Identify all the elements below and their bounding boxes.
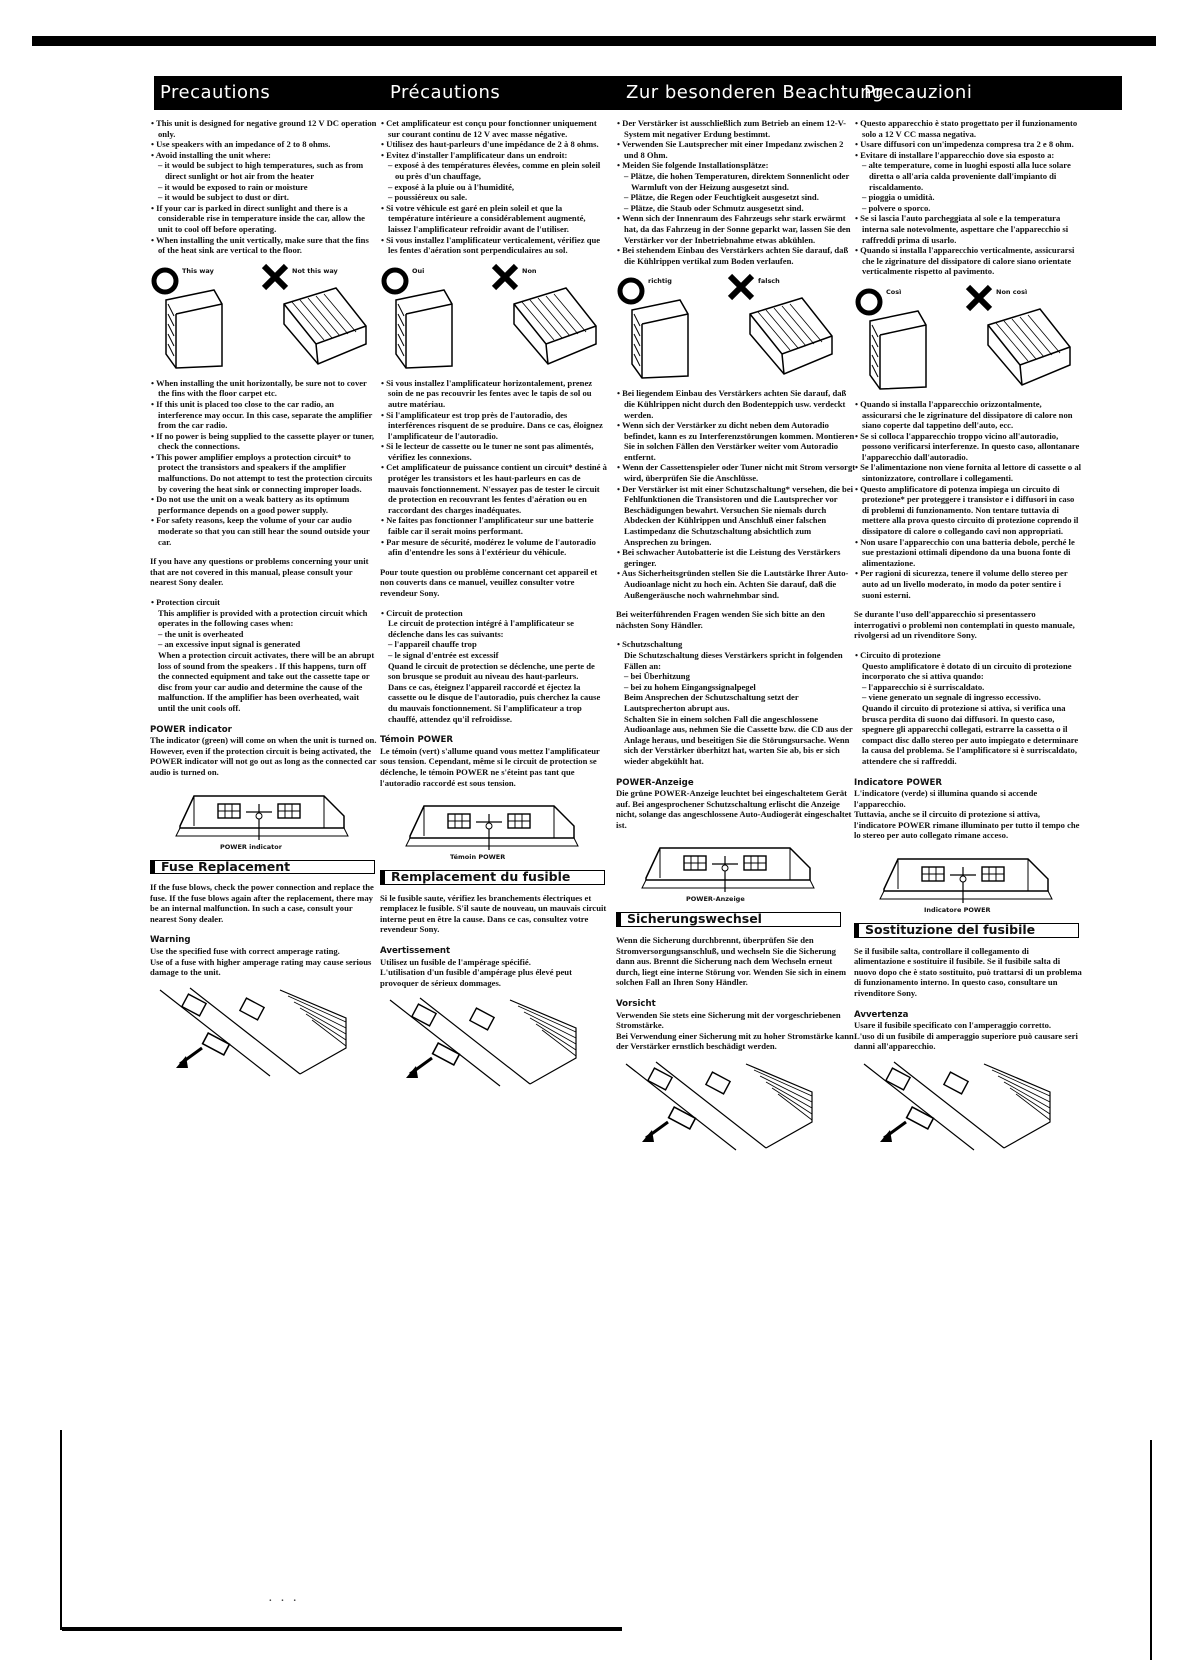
dash-item: – l'apparecchio si è surriscaldato. [862, 681, 985, 692]
fuse-replacement-heading: Sostituzione del fusibile [854, 923, 1079, 938]
orientation-figure [854, 283, 1082, 393]
bullet-item: • Si vous installez l'amplificateur horizontalement, prenez soin de ne pas recouvrir les fentes avec le tapis de sol ou autre matériau. [381, 377, 593, 409]
left-margin-rule [60, 1430, 62, 1630]
spacer [150, 924, 378, 933]
amplifier-top-icon [174, 786, 354, 842]
bullet-item: • Wenn der Cassettenspieler oder Tuner nicht mit Strom versorgt wird, überprüfen Sie die Anschlüsse. [617, 462, 856, 484]
paragraph: Pour toute question ou problème concernant cet appareil et non couverts dans ce manuel, veuillez consulter votre revendeur Sony. [380, 566, 598, 598]
dash-item: – Plätze, die Staub oder Schmutz ausgesetzt sind. [624, 202, 804, 213]
right-margin-rule [1150, 1440, 1152, 1660]
bullet-item: • Questo apparecchio è stato progettato per il funzionamento solo a 12 V CC massa negativa. [855, 118, 1078, 139]
bullet-item: • Utilisez des haut-parleurs d'une impédance de 2 à 8 ohms. [381, 139, 599, 150]
spacer [150, 588, 378, 597]
paragraph: Le témoin (vert) s'allume quand vous mettez l'amplificateur sous tension. Cependant, même si le circuit de protection se déclenche, le témoin POWER ne s'éteint pas tant que l'autoradio raccordé est sous tension. [380, 745, 600, 788]
dash-item: – bei zu hohem Eingangssignalpegel [624, 681, 756, 692]
column-body [854, 110, 1082, 1163]
power-indicator-figure [854, 849, 1082, 915]
subheading: POWER indicator [150, 724, 232, 735]
bullet-item: • This unit is designed for negative ground 12 V DC operation only. [151, 118, 377, 139]
column-body [150, 110, 378, 1088]
paragraph: Utilisez un fusible de l'ampérage spécifié. [380, 956, 531, 967]
bullet-item: • Wenn sich der Verstärker zu dicht neben dem Autoradio befindet, kann es zu Interferenzstörungen kommen. Montieren Sie in solchen Fällen den Verstärker weiter vom Autoradio entfernt. [617, 420, 855, 462]
fuse-replacement-figure [854, 1058, 1054, 1154]
dash-item: – polvere o sporco. [862, 202, 931, 213]
paragraph: Quando il circuito di protezione si attiva, si verifica una brusca perdita di suono dai diffusori. In questo caso, spegnere gli apparecchi collegati, estrarre la cassetta o il compact disc dallo stereo per auto impiegato e determinare la causa del problema. Se l'amplificatore si è surriscaldato, attendere che si raffreddi. [862, 702, 1079, 766]
bullet-item: • Do not use the unit on a weak battery as its optimum performance depends on a good power supply. [151, 494, 350, 515]
dash-item: – it would be exposed to rain or moisture [158, 181, 308, 192]
indicator-label: POWER indicator [220, 842, 282, 851]
dash-item: – bei Überhitzung [624, 671, 690, 682]
power-indicator-figure [380, 796, 608, 862]
paragraph: Use of a fuse with higher amperage rating may cause serious damage to the unit. [150, 956, 372, 978]
bullet-item: • Bei schwacher Autobatterie ist die Leistung des Verstärkers geringer. [617, 547, 841, 568]
bullet-item: • Der Verstärker ist mit einer Schutzschaltung* versehen, die bei Fehlfunktionen die Transistoren und die Lautsprecher vor Beschädigungen bewahrt. Versuchen Sie niemals durch Abdecken der Kühlrippen und Anschluß einer falschen Lastimpedanz die Schutzschaltung absichtlich zum Ansprechen zu bringen. [617, 483, 853, 547]
fuse-replacement-figure [380, 994, 580, 1090]
bullet-item: • Si le lecteur de cassette ou le tuner ne sont pas alimentés, vérifiez les connexions. [381, 441, 594, 462]
bullet-item: • Usare diffusori con un'impedenza compresa tra 2 e 8 ohm. [855, 139, 1074, 150]
dash-item: – exposé à des températures élevées, comme en plein soleil ou près d'un chauffage, [388, 160, 601, 181]
amplifier-vertical-wrong-icon [746, 294, 836, 378]
bullet-item: • Cet amplificateur est conçu pour fonctionner uniquement sur courant continu de 12 V avec masse négative. [381, 118, 597, 139]
bottom-rule [62, 1627, 622, 1631]
paragraph: Bei weiterführenden Fragen wenden Sie sich bitte an den nächsten Sony Händler. [616, 609, 825, 630]
paragraph: However, even if the protection circuit is being activated, the POWER indicator will not go out as long as the connected car audio is turned on. [150, 745, 377, 777]
subheading: Témoin POWER [380, 735, 454, 746]
column-body [616, 110, 856, 1163]
bullet-item: • Aus Sicherheitsgründen stellen Sie die Lautstärke Ihrer Auto-Audioanlage nicht zu hoch ein. Achten Sie darauf, daß die Außengeräusche noch wahrnehmbar sind. [617, 568, 849, 600]
dash-item: – l'appareil chauffe trop [388, 639, 477, 650]
bullet-item: • Se si lascia l'auto parcheggiata al sole e la temperatura interna sale notevolmente, aspettare che l'apparecchio si raffreddi prima di usarlo. [855, 213, 1069, 245]
bullet-item: • Non usare l'apparecchio con una batteria debole, perché le sue prestazioni ottimali dipendono da una buona fonte di alimentazione. [855, 536, 1075, 568]
paragraph: The indicator (green) will come on when the unit is turned on. [150, 735, 377, 746]
power-indicator-figure [616, 838, 856, 904]
bullet-item: • Evitez d'installer l'amplificateur dans un endroit: [381, 149, 568, 160]
dash-item: – le signal d'entrée est excessif [388, 649, 499, 660]
fig-yes-label: Oui [412, 266, 425, 275]
paragraph: This amplifier is provided with a protection circuit which operates in the following cases when: [158, 607, 368, 629]
subheading: Indicatore POWER [854, 777, 942, 788]
amplifier-vertical-wrong-icon [984, 305, 1074, 389]
column-en [150, 76, 378, 1596]
bullet-item: • Use speakers with an impedance of 2 to 8 ohms. [151, 139, 331, 150]
dash-item: – it would be subject to high temperatures, such as from direct sunlight or hot air from the heater [158, 160, 364, 181]
paragraph: Quand le circuit de protection se déclenche, une perte de son brusque se produit au niveau des haut-parleurs. [388, 660, 595, 682]
subheading: Avertissement [380, 946, 451, 957]
spacer [854, 600, 1082, 609]
bullet-item: • For safety reasons, keep the volume of your car audio moderate so that you can still hear the sound outside your car. [151, 515, 370, 547]
bullet-item: • Circuito di protezione [855, 649, 941, 660]
amplifier-vertical-wrong-icon [510, 284, 600, 368]
paragraph: Dans ce cas, éteignez l'appareil raccordé et éjectez la cassette ou le disque de l'autoradio, puis cherchez la cause du mauvais fonctionnement. Si l'amplificateur a trop chauffé, attendez qu'il refroidisse. [388, 681, 601, 724]
bullet-item: • Cet amplificateur de puissance contient un circuit* destiné à protéger les transistors et les haut-parleurs en cas de mauvais fonctionnement. N'essayez pas de tester le circuit de protection en recouvrant les fentes d'aération ou en raccordant des charges inadéquates. [381, 462, 607, 515]
fuse-replacement-heading: Sicherungswechsel [616, 912, 841, 927]
fuse-replacement-heading: Fuse Replacement [150, 860, 375, 875]
bullet-item: • Verwenden Sie Lautsprecher mit einer Impedanz zwischen 2 und 8 Ohm. [617, 139, 844, 160]
spacer [854, 767, 1082, 776]
dash-item: – pioggia o umidità. [862, 192, 935, 203]
dash-item: – poussiéreux ou sale. [388, 192, 468, 203]
fig-no-label: Non [522, 266, 537, 275]
spacer [616, 630, 856, 639]
spacer [380, 724, 608, 733]
fig-no-label: Non così [996, 287, 1028, 296]
dash-item: – alte temperature, come in luoghi esposti alla luce solare diretta o all'aria calda proveniente dall'impianto di riscaldamento. [862, 160, 1071, 192]
bullet-item: • When installing the unit horizontally, be sure not to cover the fins with the floor carpet etc. [151, 377, 367, 399]
bullet-item: • When installing the unit vertically, make sure that the fins of the heat sink are vertical to the floor. [151, 234, 369, 256]
bullet-item: • Si votre véhicule est garé en plein soleil et que la température intérieure a considérablement augmenté, laissez l'amplificateur refroidir avant de l'utiliser. [381, 202, 586, 234]
paragraph: Schalten Sie in einem solchen Fall die angeschlossene Audioanlage aus, nehmen Sie die Cassette bzw. die CD aus der Anlage heraus, und beseitigen Sie die Störungsursache. Wenn sich der Verstärker überhitzt hat, warten Sie ab, bis er sich wieder abgekühlt hat. [624, 713, 853, 766]
amplifier-vertical-correct-icon [628, 298, 710, 380]
bullet-item: • If no power is being supplied to the cassette player or tuner, check the connections. [151, 430, 375, 452]
dash-item: – an excessive input signal is generated [158, 639, 301, 650]
fig-yes-label: This way [182, 266, 214, 275]
paragraph: Wenn die Sicherung durchbrennt, überprüfen Sie den Stromversorgungsanschluß, und wechseln Sie die Sicherung dann aus. Brennt die Sicherung nach dem Wechseln erneut durch, liegt eine interne Störung vor. Wenden Sie sich in einem solchen Fall an Ihren Sony Händler. [616, 935, 846, 988]
spacer [380, 558, 608, 567]
paragraph: Se durante l'uso dell'apparecchio si presentassero interrogativi o problemi non contemplati in questo manuale, rivolgersi ad un rivenditore Sony. [854, 609, 1075, 641]
dash-item: – the unit is overheated [158, 628, 244, 639]
fig-yes-label: richtig [648, 277, 672, 286]
spacer [616, 767, 856, 776]
paragraph: Usare il fusibile specificato con l'amperaggio corretto. [854, 1020, 1052, 1031]
paragraph: Se il fusibile salta, controllare il collegamento di alimentazione e sostituire il fusibile. Se il fusibile salta di nuovo dopo che è stato sostituito, può trattarsi di un problema di funzionamento interno. In questo caso, consultare un rivenditore Sony. [854, 945, 1082, 999]
column-title: Precauzioni [864, 82, 973, 103]
fig-no-label: falsch [758, 277, 780, 286]
paragraph: Die Schutzschaltung dieses Verstärkers spricht in folgenden Fällen an: [624, 649, 843, 671]
bullet-item: • Quando si installa l'apparecchio orizzontalmente, assicurarsi che le zigrinature del dissipatore di calore non siano coperte dal tappetino dell'auto, ecc. [855, 398, 1073, 431]
bullet-item: • Si vous installez l'amplificateur verticalement, vérifiez que les fentes d'aération sont perpendiculaires au sol. [381, 234, 601, 256]
bullet-item: • Circuit de protection [381, 607, 463, 618]
power-indicator-figure [150, 786, 378, 852]
bullet-item: • Ne faites pas fonctionner l'amplificateur sur une batterie faible car il serait moins performant. [381, 515, 594, 537]
spacer [854, 641, 1082, 650]
paragraph: If the fuse blows, check the power connection and replace the fuse. If the fuse blows again after the replacement, there may be an internal malfunction. In such a case, consult your nearest Sony dealer. [150, 882, 374, 924]
bullet-item: • Si l'amplificateur est trop près de l'autoradio, des interférences risquent de se produire. Dans ce cas, éloignez l'amplificateur de l'autoradio. [381, 409, 603, 441]
bullet-item: • Evitare di installare l'apparecchio dove sia esposto a: [855, 149, 1055, 160]
bullet-item: • Bei stehendem Einbau des Verstärkers achten Sie darauf, daß die Kühlrippen vertikal zum Boden verlaufen. [617, 245, 849, 266]
indicator-label: Témoin POWER [450, 853, 506, 862]
indicator-label: Indicatore POWER [924, 906, 991, 915]
bullet-item: • Avoid installing the unit where: [151, 149, 271, 160]
orientation-figure [616, 272, 856, 382]
amplifier-vertical-correct-icon [392, 288, 474, 370]
column-title: Precautions [160, 82, 271, 103]
bullet-item: • Schutzschaltung [617, 639, 683, 650]
indicator-label: POWER-Anzeige [686, 895, 745, 904]
amplifier-vertical-correct-icon [866, 309, 948, 391]
column-title: Zur besonderen Beachtung [626, 82, 884, 103]
paragraph: Verwenden Sie stets eine Sicherung mit der vorgeschriebenen Stromstärke. [616, 1009, 841, 1031]
column-body [380, 110, 608, 1099]
spacer [616, 600, 856, 609]
amplifier-top-icon [878, 849, 1058, 905]
paragraph: Bei Verwendung einer Sicherung mit zu hoher Stromstärke kann der Verstärker ernstlich beschädigt werden. [616, 1030, 854, 1052]
fig-yes-label: Così [886, 287, 902, 296]
subheading: Warning [150, 935, 191, 946]
bullet-item: • Meiden Sie folgende Installationsplätze: [617, 160, 769, 171]
column-title: Précautions [390, 82, 501, 103]
paragraph: When a protection circuit activates, there will be an abrupt loss of sound from the speakers . If this happens, turn off the connected equipment and take out the cassette tape or disc from your car audio and determine the cause of the malfunction. If the amplifier has been overheated, wait until the unit cools off. [158, 649, 375, 713]
spacer [380, 935, 608, 944]
paragraph: L'utilisation d'un fusible d'ampérage plus élevé peut provoquer de sérieux dommages. [380, 967, 572, 988]
paragraph: Tuttavia, anche se il circuito di protezione si attiva, l'indicatore POWER rimane illuminato per tutto il tempo che lo stereo per auto collegato rimane acceso. [854, 809, 1080, 841]
paragraph: Use the specified fuse with correct amperage rating. [150, 946, 340, 957]
bullet-item: • Par mesure de sécurité, modérez le volume de l'autoradio afin d'entendre les sons à l'extérieur du véhicule. [381, 536, 596, 558]
dash-item: – exposé à la pluie ou à l'humidité, [388, 181, 515, 192]
paragraph: If you have any questions or problems concerning your unit that are not covered in this manual, please consult your nearest Sony dealer. [150, 556, 369, 588]
scan-artifact: · · · [268, 1594, 299, 1609]
bullet-item: • Questo amplificatore di potenza impiega un circuito di protezione* per proteggere i transistor e i diffusori in caso di problemi di funzionamento. Non tentare tuttavia di mettere alla prova questo circuito di protezione coprendo il dissipatore di calore o collegando cavi non appropriati. [855, 483, 1079, 537]
subheading: POWER-Anzeige [616, 777, 694, 788]
bullet-item: • If your car is parked in direct sunlight and there is a considerable rise in temperature inside the car, allow the unit to cool off before operating. [151, 202, 365, 234]
bullet-item: • Protection circuit [151, 597, 221, 607]
spacer [150, 714, 378, 723]
subheading: Avvertenza [854, 1009, 909, 1020]
amplifier-vertical-correct-icon [162, 288, 244, 370]
bullet-item: • Quando si installa l'apparecchio verticalmente, assicurarsi che le zigrinature del dissipatore di calore siano orientate verticalmente rispetto al pavimento. [855, 245, 1075, 277]
spacer [150, 547, 378, 556]
paragraph: Questo amplificatore è dotato di un circuito di protezione incorporato che si attiva quando: [862, 660, 1072, 682]
spacer [380, 599, 608, 608]
bullet-item: • If this unit is placed too close to the car radio, an interference may occur. In this case, separate the amplifier from the car radio. [151, 398, 373, 431]
spacer [854, 999, 1082, 1008]
spacer [616, 988, 856, 997]
amplifier-top-icon [640, 838, 820, 894]
top-rule [32, 36, 1156, 46]
bullet-item: • Der Verstärker ist ausschließlich zum Betrieb an einem 12-V-System mit negativer Erdung bestimmt. [617, 118, 847, 139]
column-fr [380, 76, 608, 1596]
bullet-item: • Per ragioni di sicurezza, tenere il volume dello stereo per auto ad un livello moderato, in modo da poter sentire i suoni esterni. [855, 568, 1068, 600]
paragraph: Le circuit de protection intégré à l'amplificateur se déclenche dans les cas suivants: [388, 618, 574, 639]
paragraph: Beim Ansprechen der Schutzschaltung setzt der Lautsprecherton abrupt aus. [624, 692, 799, 713]
bullet-item: • This power amplifier employs a protection circuit* to protect the transistors and speakers if the amplifier malfunctions. Do not attempt to test the protection circuits by covering the heat sink or connecting improper loads. [151, 451, 373, 494]
fuse-replacement-heading: Remplacement du fusible [380, 870, 605, 885]
dash-item: – it would be subject to dust or dirt. [158, 192, 289, 203]
dash-item: – Plätze, die hohen Temperaturen, direktem Sonnenlicht oder Warmluft von der Heizung ausgesetzt sind. [624, 170, 850, 192]
bullet-item: • Se l'alimentazione non viene fornita al lettore di cassette o al sintonizzatore, controllare i collegamenti. [855, 462, 1082, 484]
bullet-item: • Wenn sich der Innenraum des Fahrzeugs sehr stark erwärmt hat, da das Fahrzeug in der Sonne geparkt war, lassen Sie den Verstärker vor der Inbetriebnahme etwas abkühlen. [617, 213, 851, 245]
paragraph: Si le fusible saute, vérifiez les branchements électriques et remplacez le fusible. S'il saute de nouveau, un mauvais circuit interne peut en être la cause. Dans ce cas, consultez votre revendeur Sony. [380, 892, 607, 935]
fuse-replacement-figure [150, 984, 350, 1080]
fuse-replacement-figure [616, 1058, 816, 1154]
paragraph: L'uso di un fusibile di amperaggio superiore può causare seri danni all'apparecchio. [854, 1030, 1078, 1052]
paragraph: L'indicatore (verde) si illumina quando si accende l'apparecchio. [854, 788, 1038, 809]
dash-item: – Plätze, die Regen oder Feuchtigkeit ausgesetzt sind. [624, 192, 819, 203]
subheading: Vorsicht [616, 999, 656, 1010]
amplifier-vertical-wrong-icon [280, 284, 370, 368]
paragraph: Die grüne POWER-Anzeige leuchtet bei eingeschaltetem Gerät auf. Bei angesprochener Schutzschaltung erlischt die Anzeige nicht, solange das angeschlossene Auto-Audiogerät eingeschaltet ist. [616, 788, 852, 830]
orientation-figure [380, 262, 608, 372]
bullet-item: • Se si colloca l'apparecchio troppo vicino all'autoradio, possono verificarsi interferenze. In questo caso, allontanare l'apparecchio dall'autoradio. [855, 430, 1080, 462]
fig-no-label: Not this way [292, 266, 338, 275]
amplifier-top-icon [404, 796, 584, 852]
orientation-figure [150, 262, 378, 372]
column-it [854, 76, 1082, 1596]
dash-item: – viene generato un segnale di ingresso eccessivo. [862, 692, 1041, 703]
bullet-item: • Bei liegendem Einbau des Verstärkers achten Sie darauf, daß die Kühlrippen nicht durch den Bodenteppich usw. verdeckt werden. [617, 388, 847, 420]
